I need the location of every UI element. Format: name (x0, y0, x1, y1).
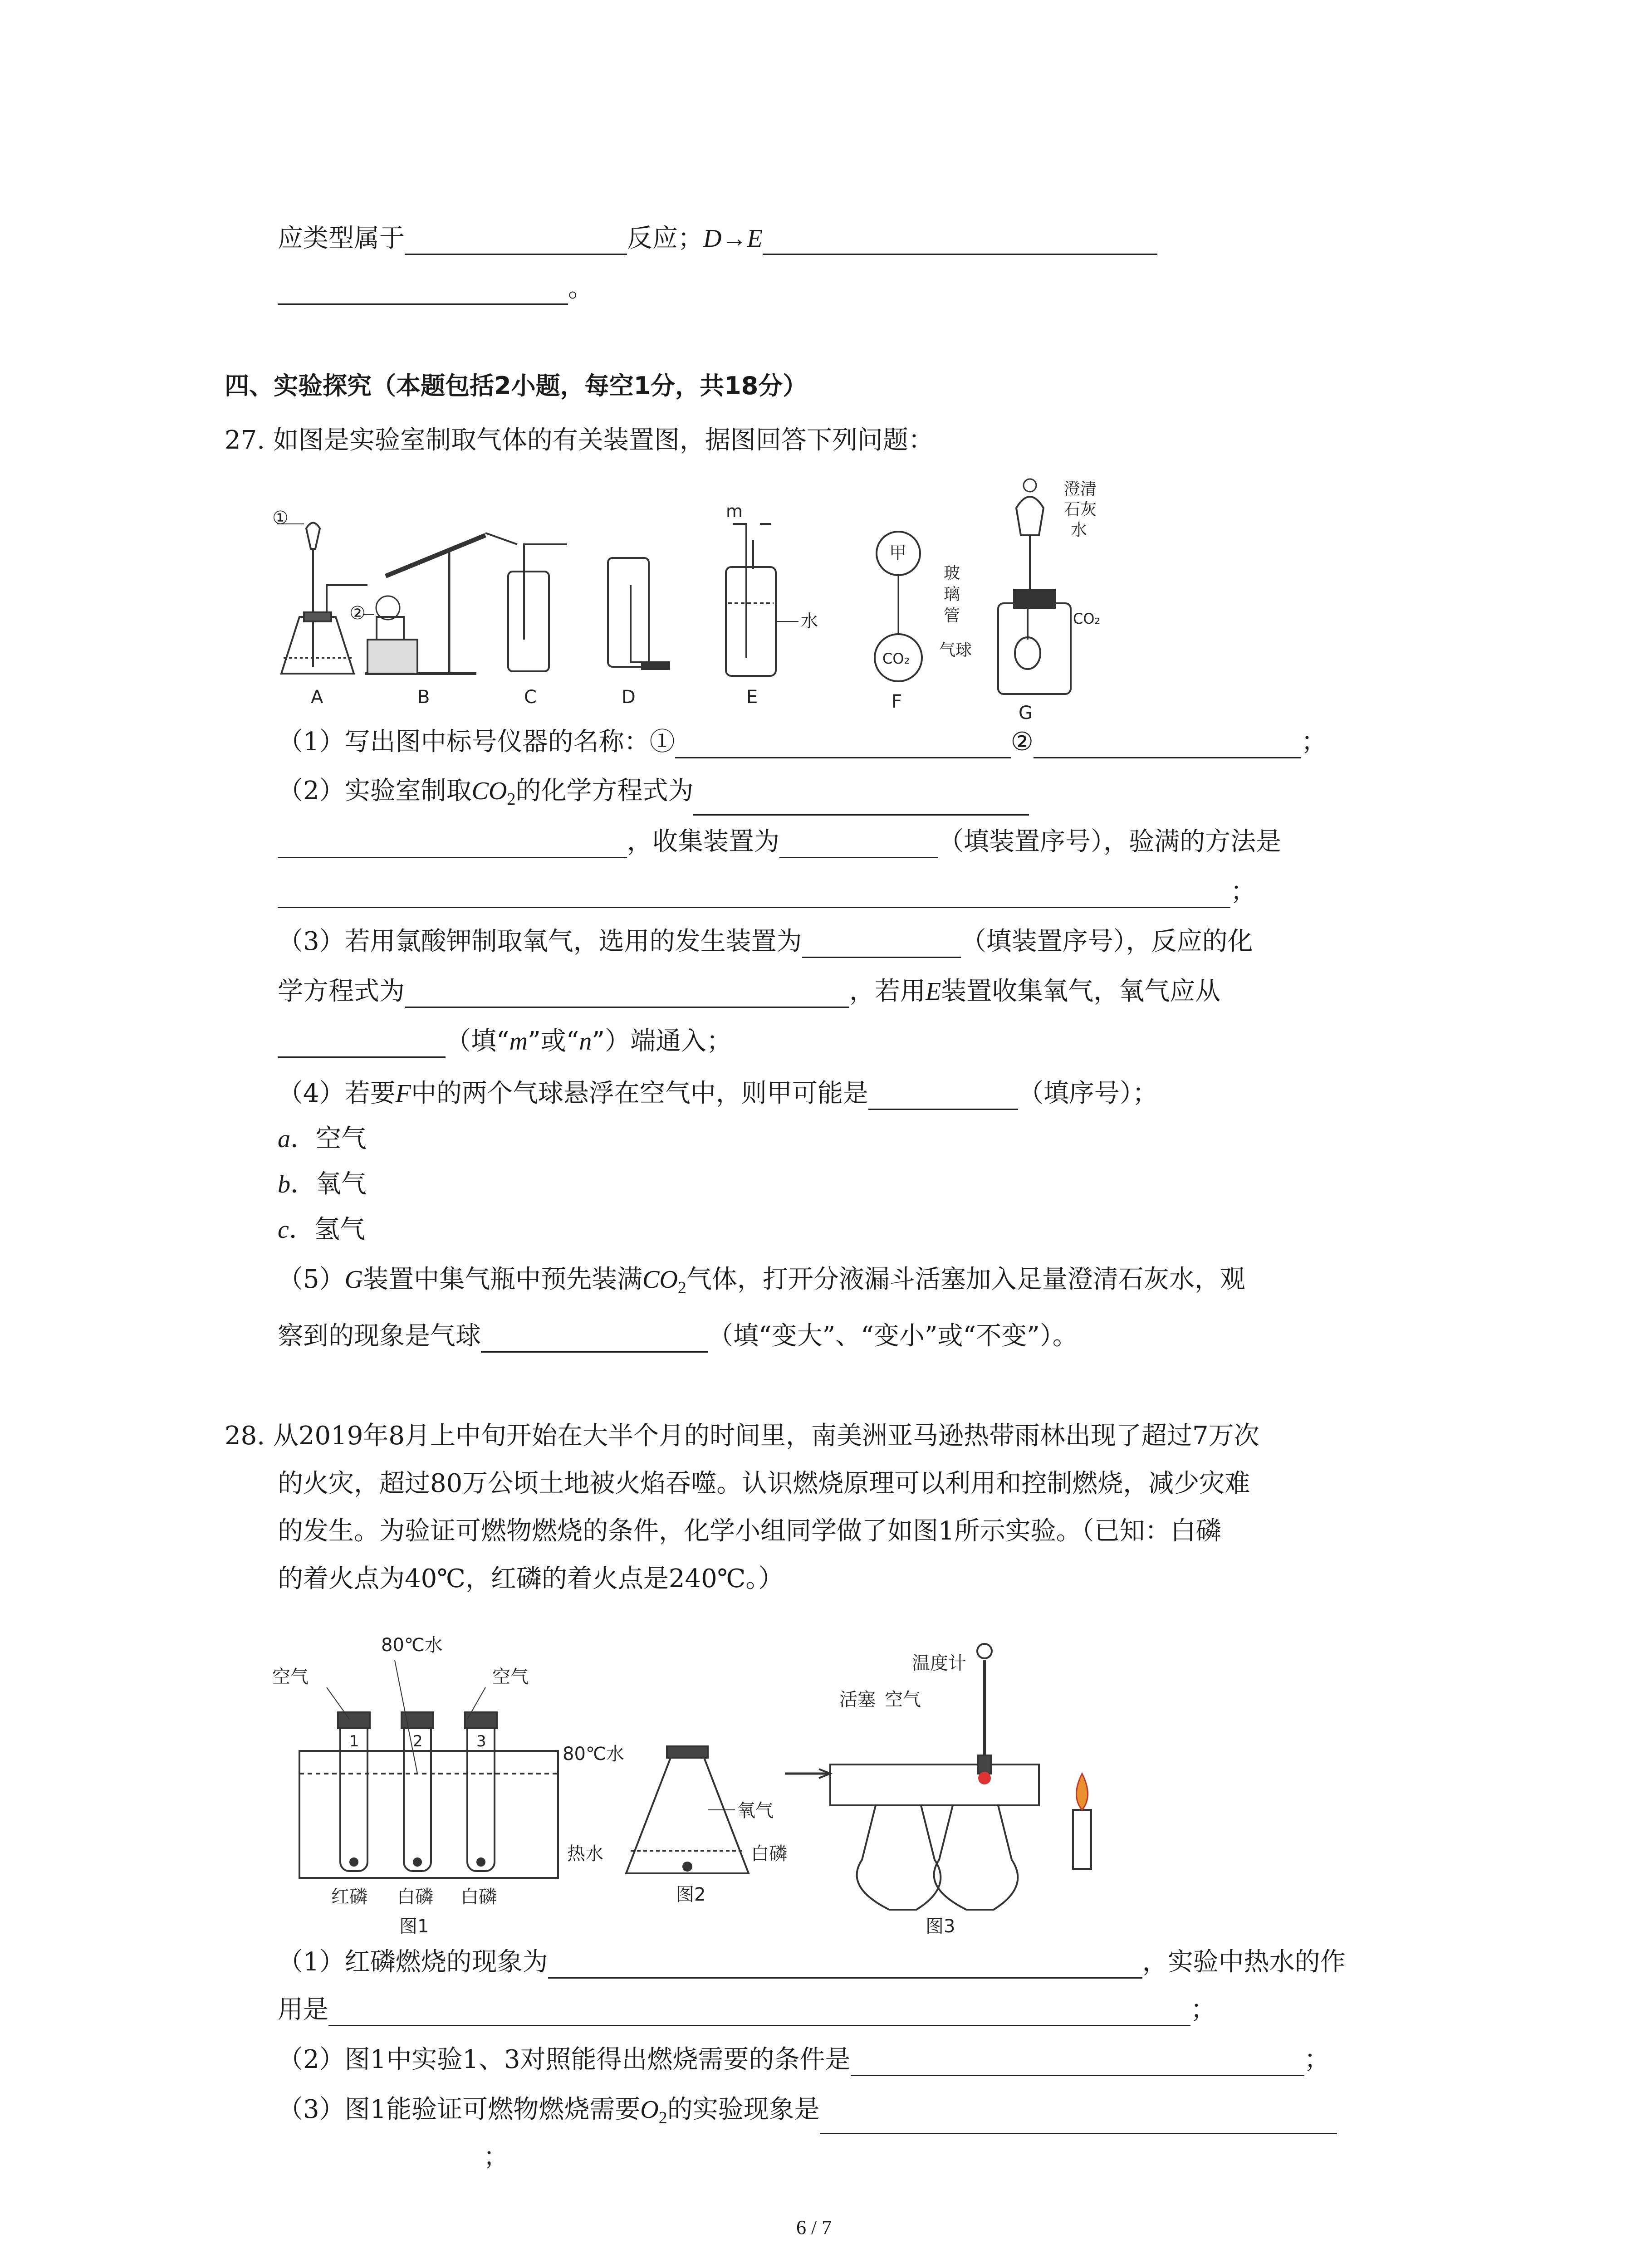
text: 装置中集气瓶中预先装满 (363, 1265, 643, 1294)
q28-part1-cont (278, 1994, 1216, 2026)
text: ，若用 (849, 977, 926, 1006)
text: 的化学方程式为 (515, 776, 694, 806)
answer-blank[interactable] (851, 2048, 1304, 2076)
text: O (640, 2096, 659, 2124)
text: G (344, 1266, 363, 1294)
text: D→E (703, 225, 763, 253)
text: （填“ (446, 1026, 509, 1056)
label-air-left: 空气 (272, 1667, 309, 1687)
q27-part5 (278, 1263, 1245, 1304)
text: ．氧气 (290, 1169, 367, 1199)
text: ”）端通入； (592, 1026, 732, 1056)
text: （填装置序号），验满的方法是 (938, 827, 1281, 856)
answer-blank[interactable] (278, 1029, 446, 1058)
text: ； (1304, 2045, 1330, 2074)
q27-stem: 27. 如图是实验室制取气体的有关装置图，据图回答下列问题： (225, 425, 934, 455)
answer-blank[interactable] (820, 2106, 1337, 2134)
label-co2-f: CO₂ (882, 650, 910, 667)
text: ； (1190, 1995, 1216, 2024)
carryover-line-2 (278, 272, 593, 305)
q28-line-2: 的火灾，超过80万公顷土地被火焰吞噬。认识燃烧原理可以利用和控制燃烧，减少灾难 (278, 1469, 1250, 1498)
text: 学方程式为 (278, 977, 405, 1006)
label-a: A (311, 687, 323, 708)
flask-a-body (281, 617, 354, 674)
text: n (579, 1027, 592, 1056)
answer-blank[interactable] (1034, 730, 1301, 758)
label-80c-water: 80℃水 (563, 1744, 624, 1765)
text: （填装置序号），反应的化 (960, 927, 1253, 956)
gas-jar-c (508, 572, 549, 671)
label-white-phosphorus-3: 白磷 (751, 1843, 787, 1864)
text: ； (1230, 877, 1256, 906)
answer-blank[interactable] (802, 929, 961, 958)
text: b (278, 1170, 290, 1198)
label-glass-2: 璃 (944, 585, 960, 604)
q27-part5-cont (278, 1320, 1078, 1353)
label-e: E (746, 687, 758, 708)
answer-blank[interactable] (481, 1324, 708, 1353)
q27-part2-end (278, 875, 1256, 908)
q28-part3-end: ； (483, 2142, 509, 2172)
answer-blank[interactable] (675, 730, 1011, 758)
label-lime-2: 石灰 (1064, 500, 1097, 519)
q28-part1 (278, 1946, 1346, 1979)
q27-part4 (278, 1077, 1158, 1110)
text: ，实验中热水的作 (1142, 1947, 1346, 1977)
q28-line-1: 28. 从2019年8月上中旬开始在大半个月的时间里，南美洲亚马逊热带雨林出现了超过7万次 (225, 1421, 1259, 1451)
text: ．空气 (290, 1124, 367, 1154)
text: （2）实验室制取 (278, 776, 472, 806)
q28-part3 (278, 2093, 1337, 2134)
label-tube-2: 2 (413, 1732, 423, 1750)
label-80c-water-top: 80℃水 (381, 1635, 443, 1656)
label-oxygen: 氧气 (737, 1800, 774, 1821)
option-c (278, 1213, 365, 1246)
label-valve: 活塞 (839, 1689, 876, 1710)
text: m (509, 1027, 528, 1056)
spirit-lamp-2 (934, 1805, 1018, 1910)
label-red-phosphorus: 红磷 (331, 1887, 367, 1907)
text: ； (1301, 727, 1327, 757)
label-air-fig3: 空气 (885, 1689, 921, 1710)
text: 2 (507, 790, 516, 809)
text: 的实验现象是 (667, 2095, 820, 2124)
label-g: G (1019, 703, 1033, 721)
label-lime-3: 水 (1071, 521, 1087, 539)
label-glass-3: 管 (944, 606, 960, 625)
text: F (395, 1080, 411, 1108)
option-b (278, 1168, 367, 1201)
q28-combustion-figure (272, 1615, 1180, 1941)
candle-flame-icon (1077, 1774, 1088, 1810)
text: ② (1010, 727, 1034, 757)
caption-fig3: 图3 (926, 1916, 955, 1937)
answer-blank[interactable] (328, 1998, 1190, 2026)
label-water: 水 (801, 611, 818, 631)
text: 装置收集氧气，氧气应从 (941, 977, 1221, 1006)
separatory-funnel (1016, 497, 1043, 535)
text: （3）图1能验证可燃物燃烧需要 (278, 2095, 641, 2124)
answer-blank[interactable] (405, 979, 849, 1008)
answer-blank[interactable] (779, 830, 938, 858)
text: （填“变大”、“变小”或“不变”）。 (708, 1321, 1078, 1351)
label-c: C (524, 687, 537, 708)
text: 用是 (278, 1995, 328, 2024)
label-co2-g: CO₂ (1073, 610, 1101, 627)
q27-part2-cont (278, 826, 1281, 858)
label-m: m (726, 501, 743, 521)
water-trough (299, 1751, 558, 1878)
label-balloon: 气球 (939, 641, 972, 660)
label-tube-1: 1 (349, 1732, 359, 1750)
page-number: 6 / 7 (796, 2216, 832, 2239)
text: （1）写出图中标号仪器的名称：① (278, 727, 675, 757)
text: （1）红磷燃烧的现象为 (278, 1947, 548, 1977)
text: a (278, 1125, 290, 1153)
answer-blank[interactable] (405, 226, 627, 255)
text: （2）图1中实验1、3对照能得出燃烧需要的条件是 (278, 2045, 851, 2074)
q27-part3-cont (278, 975, 1220, 1008)
label-b: B (417, 687, 430, 708)
text: 2 (677, 1278, 686, 1297)
label-lime-1: 澄清 (1064, 480, 1097, 499)
answer-blank[interactable] (763, 226, 1157, 255)
spirit-lamp-1 (857, 1805, 941, 1910)
gas-jar-g (998, 603, 1071, 694)
label-air-right: 空气 (492, 1667, 529, 1687)
glass-tube (830, 1765, 1039, 1805)
gas-jar-d (608, 558, 649, 667)
answer-blank[interactable] (278, 830, 627, 858)
text: 中的两个气球悬浮在空气中，则甲可能是 (411, 1079, 868, 1108)
wood-block (367, 640, 417, 674)
text: c (278, 1216, 289, 1244)
text: （填序号）； (1018, 1079, 1158, 1108)
label-2: ② (349, 603, 366, 624)
q27-part3-end (278, 1025, 732, 1058)
text: 。 (568, 274, 593, 303)
text: 反应； (627, 224, 703, 253)
carryover-line-1 (278, 222, 1157, 255)
text: （5） (278, 1265, 345, 1294)
label-white-phosphorus-2: 白磷 (460, 1887, 497, 1907)
label-white-phosphorus-1: 白磷 (397, 1887, 433, 1907)
label-glass-1: 玻 (944, 564, 960, 582)
conical-flask (626, 1755, 749, 1873)
text: （4）若要 (278, 1079, 396, 1108)
text: CO (642, 1266, 678, 1294)
q28-line-4: 的着火点为40℃，红磷的着火点是240℃。） (278, 1564, 784, 1593)
answer-blank[interactable] (548, 1950, 1142, 1979)
q28-line-3: 的发生。为验证可燃物燃烧的条件，化学小组同学做了如图1所示实验。（已知：白磷 (278, 1516, 1221, 1546)
text: 2 (658, 2108, 667, 2127)
label-hot-water: 热水 (567, 1843, 603, 1864)
answer-blank[interactable] (278, 880, 1230, 908)
q28-part2 (278, 2043, 1330, 2076)
label-f: F (892, 691, 902, 712)
answer-blank[interactable] (693, 787, 1029, 816)
q27-part2 (278, 775, 1029, 816)
label-jia: 甲 (889, 543, 907, 563)
text: 气体，打开分液漏斗活塞加入足量澄清石灰水，观 (686, 1265, 1245, 1294)
stopper (1014, 590, 1055, 608)
label-1: ① (272, 508, 289, 528)
answer-blank[interactable] (278, 276, 568, 305)
text: ，收集装置为 (627, 827, 779, 856)
q27-part1 (278, 726, 1327, 758)
option-a (278, 1123, 367, 1155)
section-heading: 四、实验探究（本题包括2小题，每空1分，共18分） (225, 371, 808, 400)
text: CO (471, 777, 507, 805)
bottle-e (726, 567, 776, 676)
text: ”或“ (528, 1026, 579, 1056)
text: 察到的现象是气球 (278, 1321, 481, 1351)
answer-blank[interactable] (868, 1081, 1018, 1110)
text: E (926, 978, 941, 1006)
label-d: D (622, 687, 636, 708)
q27-part3 (278, 925, 1253, 958)
caption-fig1: 图1 (399, 1916, 429, 1937)
caption-fig2: 图2 (676, 1884, 706, 1905)
label-tube-3: 3 (476, 1732, 486, 1750)
text: 应类型属于 (278, 224, 405, 253)
text: ．氢气 (289, 1215, 365, 1244)
balloon-g (1015, 637, 1040, 669)
label-thermometer: 温度计 (912, 1653, 966, 1674)
candle (1073, 1810, 1091, 1869)
text: （3）若用氯酸钾制取氧气，选用的发生装置为 (278, 927, 802, 956)
thermometer-bulb (978, 1772, 991, 1784)
q27-apparatus-figure (272, 467, 1134, 721)
